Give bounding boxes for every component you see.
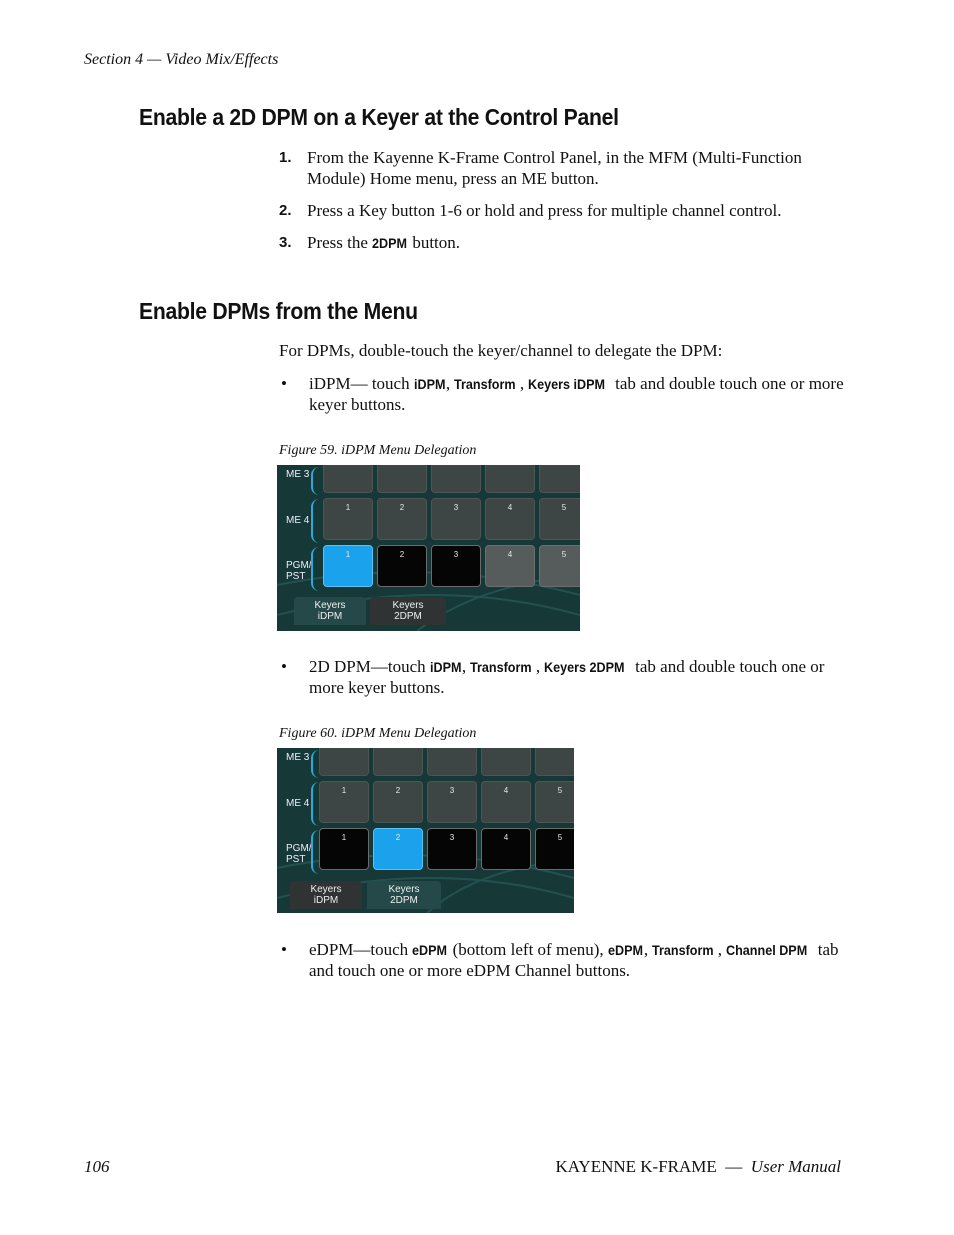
pgm-keyer-button-4[interactable]: 4 bbox=[485, 545, 535, 587]
step-3 bbox=[279, 233, 849, 254]
ui-term: eDPM bbox=[412, 942, 448, 958]
pgm-keyer-button-1[interactable]: 1 bbox=[323, 545, 373, 587]
ui-term: Transform bbox=[652, 942, 714, 958]
figure-60-screenshot bbox=[277, 748, 574, 913]
step-1 bbox=[279, 148, 849, 189]
bullet-dot: • bbox=[281, 374, 287, 393]
step-text: Press a Key button 1-6 or hold and press for multiple channel control. bbox=[307, 201, 782, 220]
bullet-text-pre: 2D DPM—touch bbox=[309, 657, 430, 676]
pgm-keyer-button-2[interactable]: 2 bbox=[373, 828, 423, 870]
running-header: Section 4 — Video Mix/Effects bbox=[84, 51, 279, 68]
pgm-keyer-button-5[interactable]: 5 bbox=[535, 828, 574, 870]
manual-name: User Manual bbox=[750, 1157, 841, 1176]
section-title-menu: Enable DPMs from the Menu bbox=[139, 298, 418, 324]
row-brace bbox=[311, 467, 323, 495]
me3-button-1[interactable] bbox=[319, 748, 369, 776]
separator: , bbox=[445, 374, 455, 393]
pgm-keyer-button-3[interactable]: 3 bbox=[427, 828, 477, 870]
figure-59-screenshot bbox=[277, 465, 580, 631]
separator: , bbox=[535, 657, 545, 676]
me4-button-5[interactable]: 5 bbox=[539, 498, 580, 540]
row-brace bbox=[311, 547, 323, 591]
figure-60-caption: Figure 60. iDPM Menu Delegation bbox=[279, 726, 477, 741]
bullet-edpm bbox=[279, 940, 849, 981]
me4-button-4[interactable]: 4 bbox=[485, 498, 535, 540]
me4-button-4[interactable]: 4 bbox=[481, 781, 531, 823]
tab-keyers-idpm[interactable]: Keyers iDPM bbox=[294, 597, 366, 625]
me3-button-4[interactable] bbox=[485, 465, 535, 493]
row-label-me3: ME 3 bbox=[286, 752, 310, 763]
pgm-keyer-button-3[interactable]: 3 bbox=[431, 545, 481, 587]
row-label-me3: ME 3 bbox=[286, 469, 310, 480]
step-text: From the Kayenne K-Frame Control Panel, in the MFM (Multi-Function Module) Home menu, press an ME button. bbox=[307, 148, 802, 188]
tab-keyers-2dpm[interactable]: Keyers 2DPM bbox=[370, 597, 446, 625]
me4-button-1[interactable]: 1 bbox=[323, 498, 373, 540]
row-label-me4: ME 4 bbox=[286, 798, 310, 809]
me3-button-1[interactable] bbox=[323, 465, 373, 493]
bullet-text-post: tab and touch one or more eDPM Channel buttons. bbox=[309, 940, 839, 980]
bullet-text-post: tab and double touch one or more keyer buttons. bbox=[309, 374, 844, 414]
me3-button-3[interactable] bbox=[427, 748, 477, 776]
figure-59-caption: Figure 59. iDPM Menu Delegation bbox=[279, 443, 477, 458]
me4-button-3[interactable]: 3 bbox=[431, 498, 481, 540]
product-name: KAYENNE K-FRAME — bbox=[555, 1157, 751, 1176]
pgm-keyer-button-5[interactable]: 5 bbox=[539, 545, 580, 587]
step-2 bbox=[279, 201, 849, 222]
step-text-post: button. bbox=[412, 233, 461, 252]
bullet-text-pre: iDPM— touch bbox=[309, 374, 414, 393]
bullet-text-post: tab and double touch one or more keyer buttons. bbox=[309, 657, 825, 697]
ui-term: Transform bbox=[470, 659, 533, 675]
me3-button-4[interactable] bbox=[481, 748, 531, 776]
tab-keyers-2dpm[interactable]: Keyers 2DPM bbox=[367, 881, 441, 909]
ui-term: eDPM bbox=[607, 942, 643, 958]
pgm-keyer-button-4[interactable]: 4 bbox=[481, 828, 531, 870]
separator: , bbox=[717, 940, 727, 959]
bullet-text bbox=[309, 374, 849, 415]
intro-paragraph: For DPMs, double-touch the keyer/channel to delegate the DPM: bbox=[279, 341, 723, 360]
bullet-text bbox=[309, 940, 849, 981]
ui-term: Keyers 2DPM bbox=[544, 659, 625, 675]
bullet-text-mid: (bottom left of menu), bbox=[448, 940, 608, 959]
running-footer bbox=[555, 1157, 841, 1177]
bullet-idpm bbox=[279, 374, 849, 415]
ui-term: Transform bbox=[454, 376, 516, 392]
bullet-dot: • bbox=[281, 940, 287, 959]
me4-button-3[interactable]: 3 bbox=[427, 781, 477, 823]
separator: , bbox=[519, 374, 529, 393]
me3-button-5[interactable] bbox=[535, 748, 574, 776]
section-title-control-panel: Enable a 2D DPM on a Keyer at the Control Panel bbox=[139, 104, 619, 130]
tab-keyers-idpm[interactable]: Keyers iDPM bbox=[290, 881, 362, 909]
me4-button-1[interactable]: 1 bbox=[319, 781, 369, 823]
step-number: 1. bbox=[279, 149, 292, 166]
row-label-me4: ME 4 bbox=[286, 515, 310, 526]
step-number: 2. bbox=[279, 202, 292, 219]
me4-button-5[interactable]: 5 bbox=[535, 781, 574, 823]
me3-button-2[interactable] bbox=[373, 748, 423, 776]
row-brace bbox=[311, 499, 323, 543]
bullet-dot: • bbox=[281, 657, 287, 676]
bullet-text bbox=[309, 657, 849, 698]
bullet-text-pre: eDPM—touch bbox=[309, 940, 413, 959]
me4-button-2[interactable]: 2 bbox=[373, 781, 423, 823]
ui-term: iDPM bbox=[429, 659, 462, 675]
ui-term: iDPM bbox=[413, 376, 446, 392]
page-number: 106 bbox=[84, 1157, 110, 1176]
row-label-pgm-pst: PGM/ PST bbox=[286, 843, 312, 865]
separator: , bbox=[461, 657, 471, 676]
step-text bbox=[307, 233, 849, 254]
pgm-keyer-button-2[interactable]: 2 bbox=[377, 545, 427, 587]
step-number: 3. bbox=[279, 234, 292, 251]
bullet-2ddpm bbox=[279, 657, 849, 698]
pgm-keyer-button-1[interactable]: 1 bbox=[319, 828, 369, 870]
me3-button-5[interactable] bbox=[539, 465, 580, 493]
me3-button-2[interactable] bbox=[377, 465, 427, 493]
row-label-pgm-pst: PGM/ PST bbox=[286, 560, 312, 582]
ui-term: Channel DPM bbox=[726, 942, 808, 958]
ui-term: Keyers iDPM bbox=[528, 376, 606, 392]
me3-button-3[interactable] bbox=[431, 465, 481, 493]
separator: , bbox=[643, 940, 653, 959]
me4-button-2[interactable]: 2 bbox=[377, 498, 427, 540]
step-text-pre: Press the bbox=[307, 233, 373, 252]
ui-term-2dpm: 2DPM bbox=[372, 235, 408, 251]
